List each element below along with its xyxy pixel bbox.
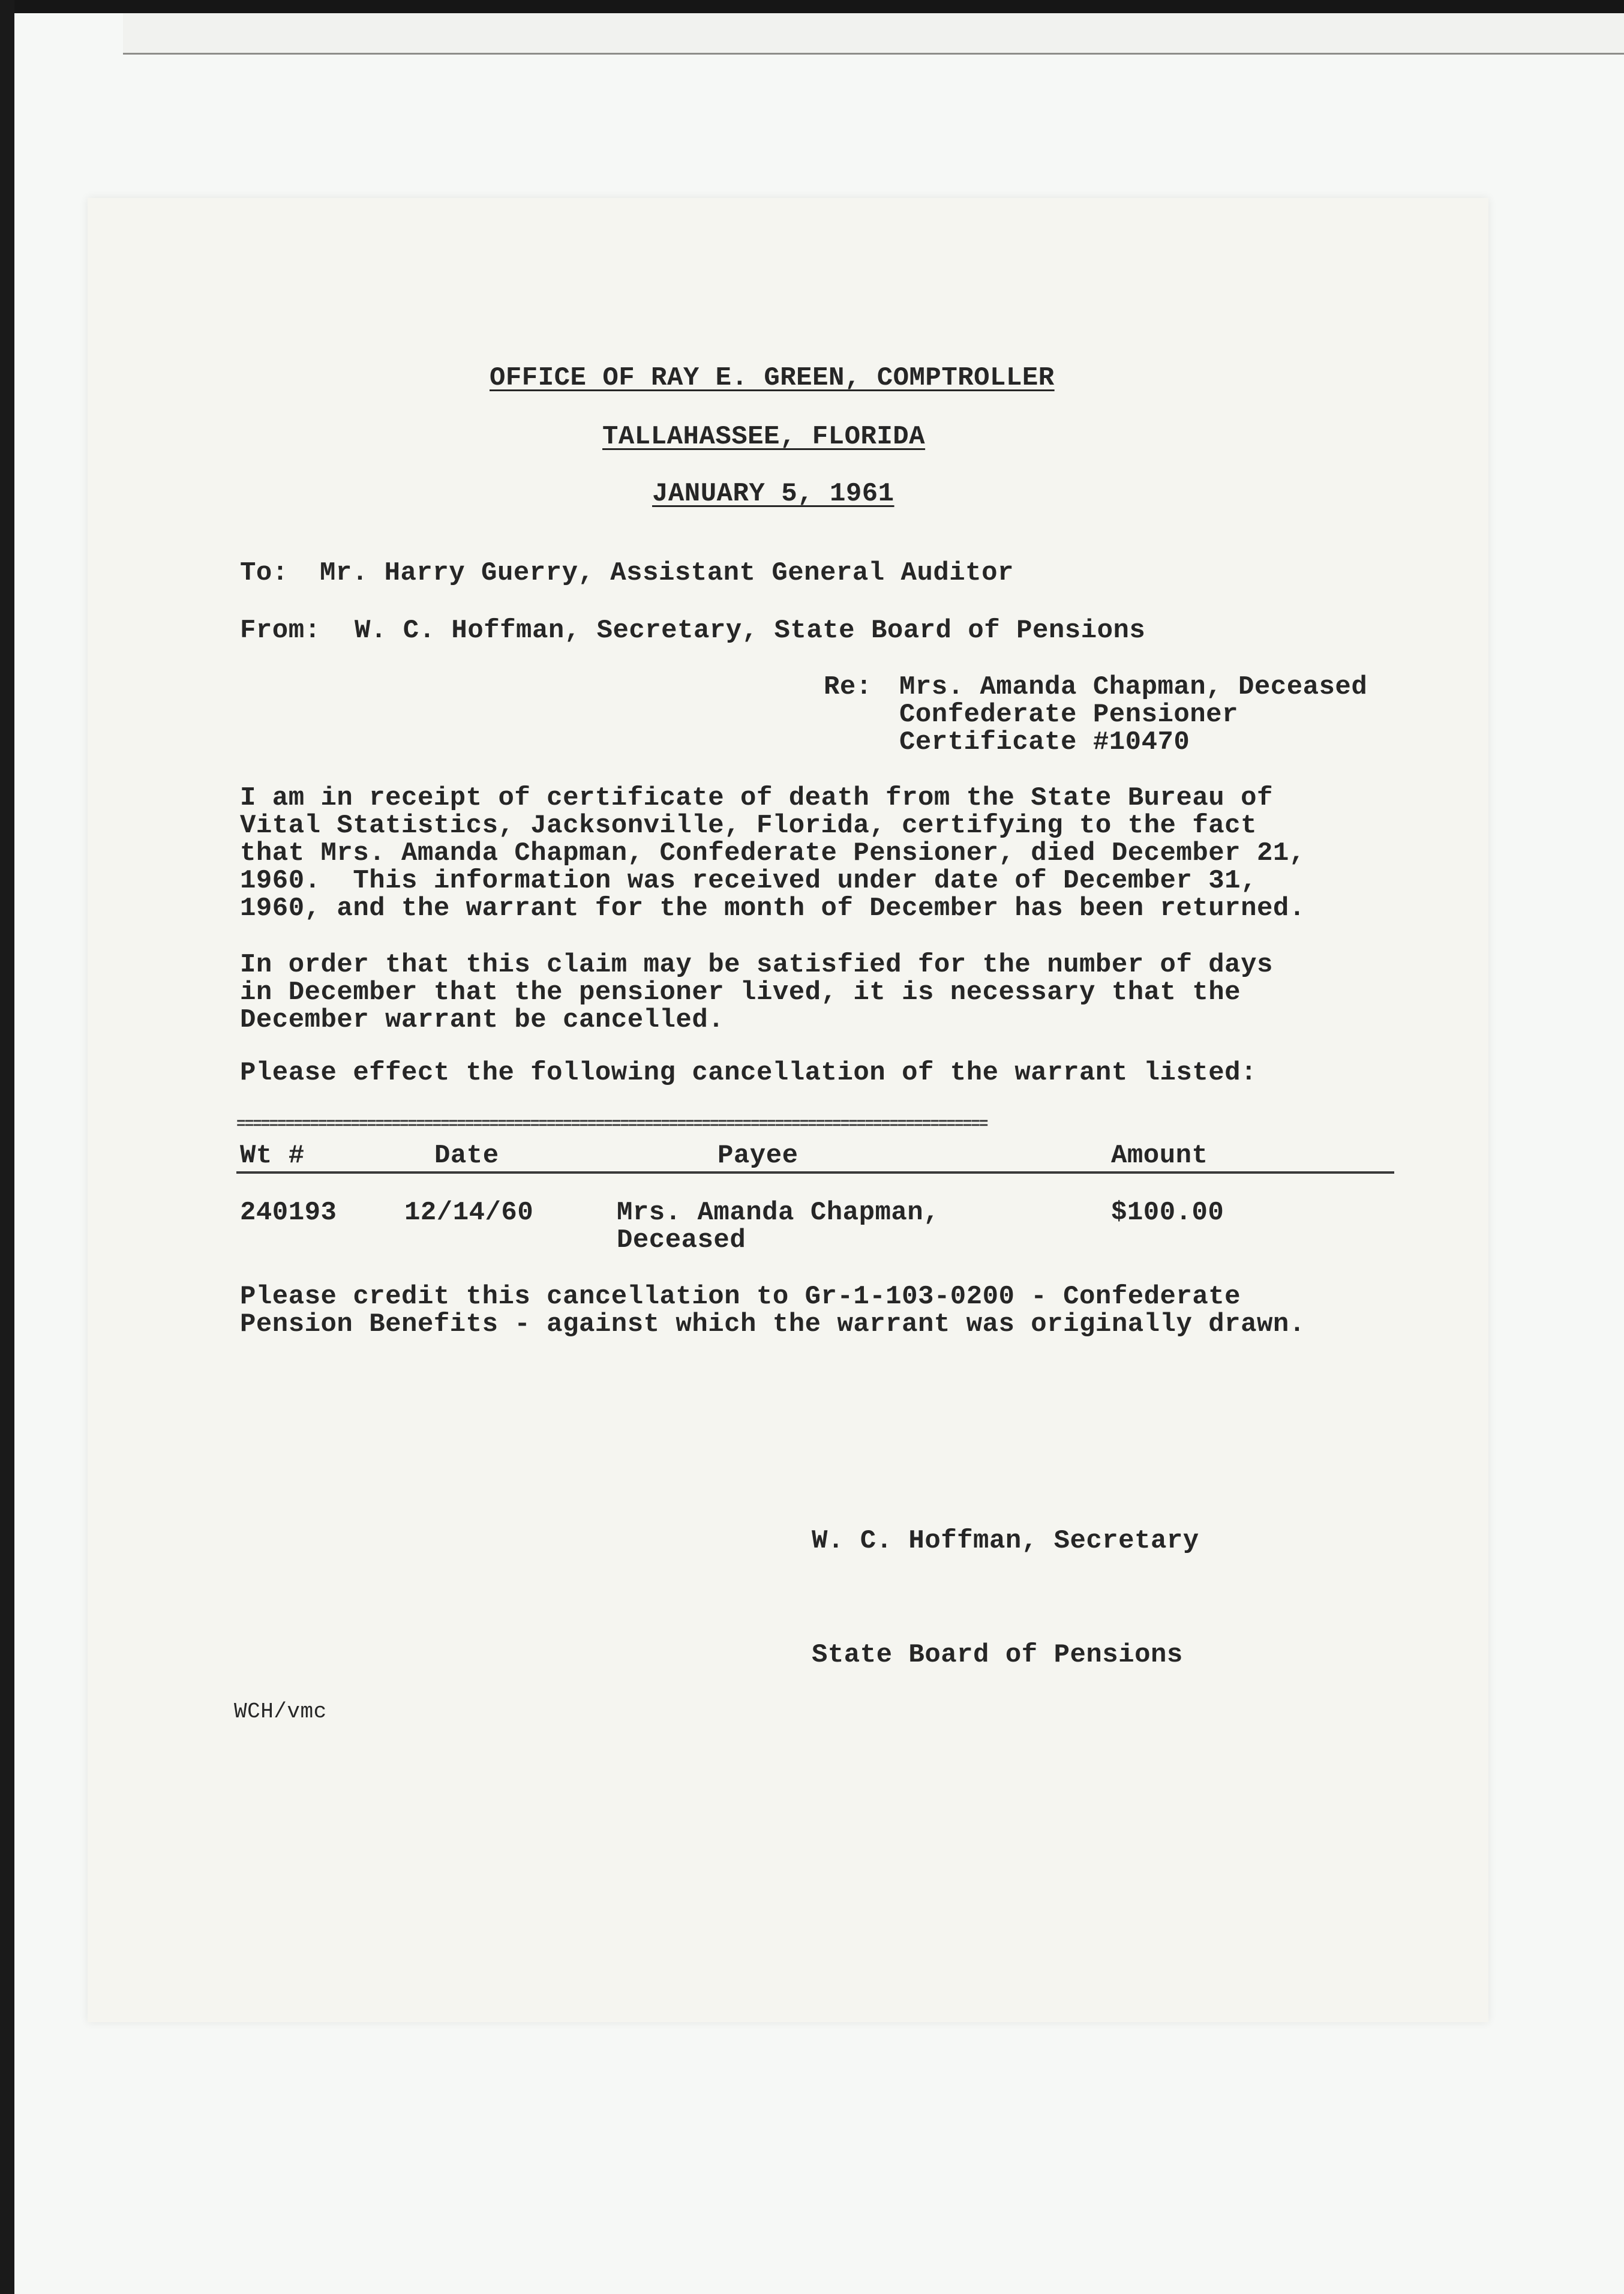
letter-page <box>88 198 1488 2022</box>
table-header-rule <box>236 1171 1394 1174</box>
paragraph2-line-2: in December that the pensioner lived, it is necessary that the <box>240 977 1241 1007</box>
signature-name: W. C. Hoffman, Secretary <box>812 1526 1199 1556</box>
signature-org: State Board of Pensions <box>812 1640 1183 1670</box>
location-heading: TALLAHASSEE, FLORIDA <box>602 422 926 452</box>
to-value: Mr. Harry Guerry, Assistant General Auditor <box>320 558 1014 588</box>
re-line-2: Confederate Pensioner <box>899 700 1238 730</box>
cell-payee-line-1: Mrs. Amanda Chapman, <box>617 1198 940 1228</box>
re-line-1: Mrs. Amanda Chapman, Deceased <box>899 672 1368 702</box>
col-header-amount: Amount <box>1111 1141 1208 1171</box>
paragraph4-line-2: Pension Benefits - against which the warrant was originally drawn. <box>240 1309 1305 1339</box>
office-heading: OFFICE OF RAY E. GREEN, COMPTROLLER <box>490 363 1055 393</box>
paragraph4-line-1: Please credit this cancellation to Gr-1-103-0200 - Confederate <box>240 1282 1241 1312</box>
paragraph1-line-3: that Mrs. Amanda Chapman, Confederate Pensioner, died December 21, <box>240 838 1305 868</box>
to-label: To: <box>240 558 289 588</box>
cell-amount: $100.00 <box>1111 1198 1224 1228</box>
re-label: Re: <box>824 672 872 702</box>
scan-border-top <box>0 0 1624 13</box>
top-paper-strip <box>123 13 1624 55</box>
paragraph1-line-5: 1960, and the warrant for the month of December has been returned. <box>240 893 1305 923</box>
paragraph3: Please effect the following cancellation of the warrant listed: <box>240 1058 1257 1088</box>
cell-date: 12/14/60 <box>404 1198 534 1228</box>
paragraph2-line-1: In order that this claim may be satisfied for the number of days <box>240 950 1273 980</box>
cell-payee-line-2: Deceased <box>617 1225 746 1255</box>
col-header-payee: Payee <box>718 1141 799 1171</box>
col-header-wt: Wt # <box>240 1141 305 1171</box>
paragraph1-line-1: I am in receipt of certificate of death from the State Bureau of <box>240 783 1273 813</box>
from-label: From: <box>240 616 321 646</box>
paragraph1-line-2: Vital Statistics, Jacksonville, Florida, certifying to the fact <box>240 811 1257 841</box>
scan-border-left <box>0 0 14 2294</box>
cell-wt: 240193 <box>240 1198 337 1228</box>
re-line-3: Certificate #10470 <box>899 727 1190 757</box>
paragraph2-line-3: December warrant be cancelled. <box>240 1005 725 1035</box>
date-heading: JANUARY 5, 1961 <box>652 479 894 509</box>
col-header-date: Date <box>434 1141 499 1171</box>
table-divider-top: ============================================================================================ <box>236 1118 987 1131</box>
from-value: W. C. Hoffman, Secretary, State Board of Pensions <box>355 616 1146 646</box>
paragraph1-line-4: 1960. This information was received under date of December 31, <box>240 866 1257 896</box>
typist-initials: WCH/vmc <box>234 1699 327 1724</box>
